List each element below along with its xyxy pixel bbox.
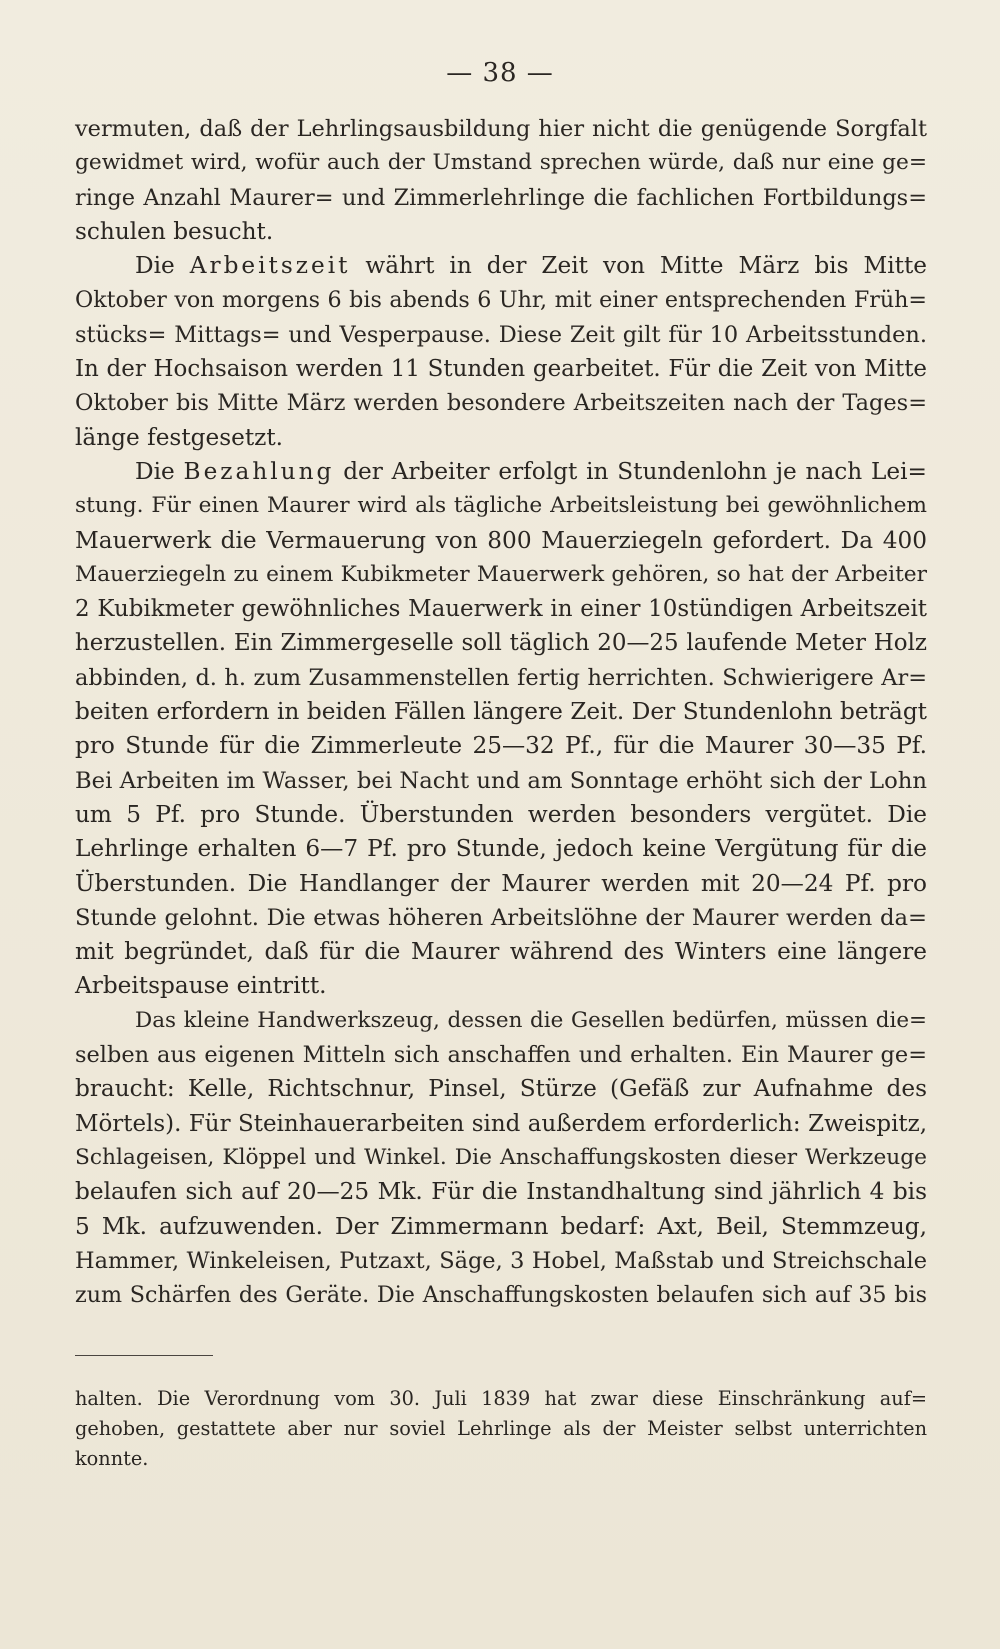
text-line: 2 Kubikmeter gewöhnliches Mauerwerk in einer 10stündigen Arbeitszeit bbox=[75, 596, 927, 623]
footnote-line: halten. Die Verordnung vom 30. Juli 1839 hat zwar diese Einschränkung auf= bbox=[75, 1387, 927, 1410]
text-line: Schlageisen, Klöppel und Winkel. Die Anschaffungskosten dieser Werkzeuge bbox=[75, 1144, 927, 1170]
text-line: abbinden, d. h. zum Zusammenstellen fertig herrichten. Schwierigere Ar= bbox=[75, 664, 927, 691]
text-line: beiten erfordern in beiden Fällen längere Zeit. Der Stundenlohn beträgt bbox=[75, 698, 927, 726]
text-line: Stunde gelohnt. Die etwas höheren Arbeitslöhne der Maurer werden da= bbox=[75, 904, 927, 931]
text-line: zum Schärfen des Geräte. Die Anschaffungskosten belaufen sich auf 35 bis bbox=[75, 1282, 927, 1309]
text-line: um 5 Pf. pro Stunde. Überstunden werden besonders vergütet. Die bbox=[75, 800, 927, 828]
text-line: mit begründet, daß für die Maurer während des Winters eine längere bbox=[75, 938, 927, 966]
paragraph-lead: Die bbox=[135, 252, 190, 280]
paragraph-first-line bbox=[75, 455, 927, 489]
footnote-line: konnte. bbox=[75, 1447, 149, 1470]
text-line: Arbeitspause eintritt. bbox=[75, 972, 327, 1000]
text-line: Lehrlinge erhalten 6—7 Pf. pro Stunde, jedoch keine Vergütung für die bbox=[75, 835, 927, 863]
text-line: länge festgesetzt. bbox=[75, 423, 284, 451]
text-line: stung. Für einen Maurer wird als tägliche Arbeitsleistung bei gewöhnlichem bbox=[75, 493, 927, 519]
paragraph-first-line: Das kleine Handwerkszeug, dessen die Gesellen bedürfen, müssen die= bbox=[135, 1007, 927, 1033]
text-line: stücks= Mittags= und Vesperpause. Diese Zeit gilt für 10 Arbeitsstunden. bbox=[75, 321, 927, 348]
footnote-divider bbox=[75, 1355, 213, 1356]
paragraph-first-line bbox=[75, 249, 927, 283]
text-line: In der Hochsaison werden 11 Stunden gearbeitet. Für die Zeit von Mitte bbox=[75, 356, 927, 383]
text-line: Bei Arbeiten im Wasser, bei Nacht und am Sonntage erhöht sich der Lohn bbox=[75, 767, 927, 794]
paragraph-lead: Die bbox=[135, 457, 184, 485]
text-line: vermuten, daß der Lehrlingsausbildung hier nicht die genügende Sorgfalt bbox=[75, 116, 927, 142]
text-line: ringe Anzahl Maurer= und Zimmerlehrlinge die fachlichen Fortbildungs= bbox=[75, 184, 927, 211]
text-line: schulen besucht. bbox=[75, 217, 274, 245]
paragraph-first-rest: währt in der Zeit von Mitte März bis Mitte bbox=[350, 252, 927, 280]
footnote-line: gehoben, gestattete aber nur soviel Lehrlinge als der Meister selbst unterrichten bbox=[75, 1417, 927, 1440]
page-number: — 38 — bbox=[446, 58, 554, 88]
text-line: Hammer, Winkeleisen, Putzaxt, Säge, 3 Hobel, Maßstab und Streichschale bbox=[75, 1247, 927, 1274]
text-line: belaufen sich auf 20—25 Mk. Für die Instandhaltung sind jährlich 4 bis bbox=[75, 1178, 927, 1206]
text-line: Oktober von morgens 6 bis abends 6 Uhr, mit einer entsprechenden Früh= bbox=[75, 287, 927, 314]
spaced-keyword: Bezahlung bbox=[183, 457, 335, 485]
text-line: Überstunden. Die Handlanger der Maurer werden mit 20—24 Pf. pro bbox=[75, 869, 927, 897]
text-line: selben aus eigenen Mitteln sich anschaffen und erhalten. Ein Maurer ge= bbox=[75, 1042, 927, 1069]
text-line: Mörtels). Für Steinhauerarbeiten sind außerdem erforderlich: Zweispitz, bbox=[75, 1110, 927, 1137]
text-line: pro Stunde für die Zimmerleute 25—32 Pf., für die Maurer 30—35 Pf. bbox=[75, 732, 927, 760]
text-line: gewidmet wird, wofür auch der Umstand sprechen würde, daß nur eine ge= bbox=[75, 150, 927, 176]
paragraph-first-rest: der Arbeiter erfolgt in Stundenlohn je nach Lei= bbox=[334, 457, 927, 485]
text-line: 5 Mk. aufzuwenden. Der Zimmermann bedarf: Axt, Beil, Stemmzeug, bbox=[75, 1212, 927, 1240]
text-line: braucht: Kelle, Richtschnur, Pinsel, Stürze (Gefäß zur Aufnahme des bbox=[75, 1075, 927, 1103]
footnote bbox=[75, 1384, 927, 1474]
text-line: Oktober bis Mitte März werden besondere Arbeitszeiten nach der Tages= bbox=[75, 390, 927, 417]
text-line: Mauerwerk die Vermauerung von 800 Mauerziegeln gefordert. Da 400 bbox=[75, 526, 927, 554]
text-line: Mauerziegeln zu einem Kubikmeter Mauerwerk gehören, so hat der Arbeiter bbox=[75, 561, 927, 587]
spaced-keyword: Arbeitszeit bbox=[189, 252, 351, 280]
main-text bbox=[75, 112, 927, 1312]
text-line: herzustellen. Ein Zimmergeselle soll täglich 20—25 laufende Meter Holz bbox=[75, 630, 927, 657]
